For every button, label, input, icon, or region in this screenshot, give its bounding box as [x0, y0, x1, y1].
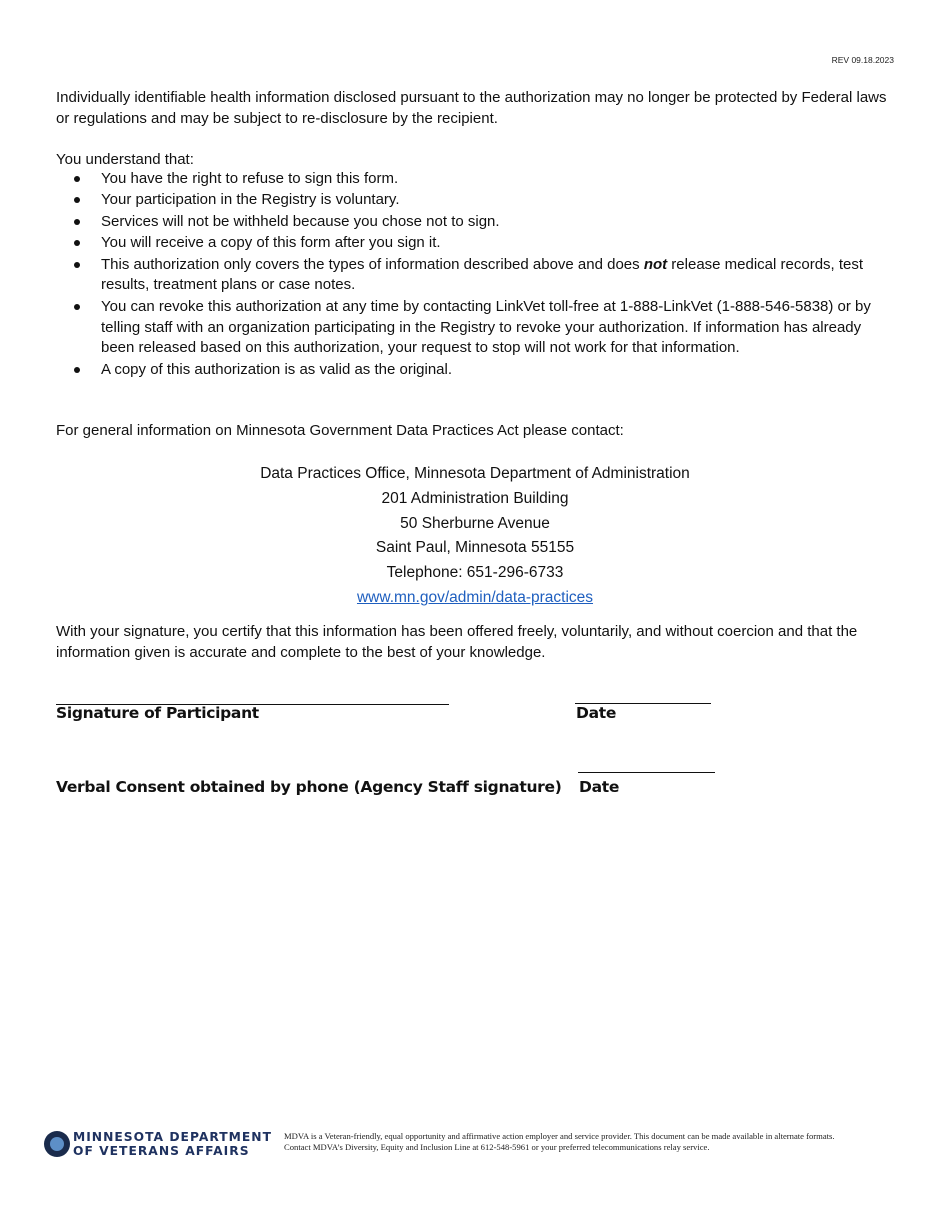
list-item: Your participation in the Registry is voluntary.: [56, 190, 896, 211]
footer-notice: [284, 1131, 904, 1153]
minnesota-seal-icon: [44, 1131, 70, 1157]
address-street: 50 Sherburne Avenue: [400, 514, 550, 532]
staff-date-line[interactable]: [578, 772, 715, 773]
footer-notice-line-1: MDVA is a Veteran-friendly, equal opportunity and affirmative action employer and service provider. This document can be made available in alternate formats.: [284, 1131, 835, 1141]
bullet-icon: [74, 262, 80, 268]
bullet-icon: [74, 240, 80, 246]
list-item: A copy of this authorization is as valid as the original.: [56, 360, 896, 381]
list-item: You have the right to refuse to sign this form.: [56, 169, 896, 190]
emphasis-not: not: [643, 255, 668, 273]
mdva-logo: [44, 1130, 280, 1162]
staff-signature-label: Verbal Consent obtained by phone (Agency Staff signature): [56, 778, 562, 796]
logo-line-2: OF VETERANS AFFAIRS: [73, 1144, 250, 1158]
understand-heading: You understand that:: [56, 151, 194, 168]
revision-label: REV 09.18.2023: [831, 55, 894, 65]
bullet-icon: [74, 176, 80, 182]
address-building: 201 Administration Building: [381, 489, 569, 507]
participant-signature-label: Signature of Participant: [56, 704, 259, 722]
list-item: This authorization only covers the types of information described above and does not release medical records, test results, treatment plans or case notes.: [56, 255, 896, 297]
data-practices-link[interactable]: www.mn.gov/admin/data-practices: [356, 588, 594, 606]
contact-address: [0, 462, 950, 611]
understanding-list: [56, 169, 896, 381]
bullet-icon: [74, 197, 80, 203]
participant-date-label: Date: [576, 704, 617, 722]
bullet-icon: [74, 304, 80, 310]
staff-date-label: Date: [579, 778, 620, 796]
general-info-text: For general information on Minnesota Government Data Practices Act please contact:: [56, 422, 624, 439]
list-item: You will receive a copy of this form after you sign it.: [56, 233, 896, 254]
certification-paragraph: With your signature, you certify that this information has been offered freely, voluntarily, and without coercion and that the information given is accurate and complete to the best of your knowledge.: [56, 623, 858, 661]
list-item: Services will not be withheld because you chose not to sign.: [56, 212, 896, 233]
footer-notice-line-2: Contact MDVA’s Diversity, Equity and Inclusion Line at 612-548-5961 or your preferred telecommunications relay service.: [284, 1142, 710, 1152]
intro-paragraph: Individually identifiable health information disclosed pursuant to the authorization may no longer be protected by Federal laws or regulations and may be subject to re-disclosure by the recipient.: [56, 89, 887, 127]
address-office: Data Practices Office, Minnesota Department of Administration: [260, 465, 690, 482]
logo-line-1: MINNESOTA DEPARTMENT: [73, 1130, 272, 1144]
list-item: You can revoke this authorization at any time by contacting LinkVet toll-free at 1-888-LinkVet (1-888-546-5838) or by telling staff with an organization participating in the Registry to revoke your authorization. If information has already been released based on this authorization, your request to stop will not work for that information.: [56, 297, 896, 359]
address-telephone: Telephone: 651-296-6733: [386, 564, 564, 582]
address-city: Saint Paul, Minnesota 55155: [375, 539, 575, 557]
bullet-icon: [74, 219, 80, 225]
bullet-icon: [74, 367, 80, 373]
